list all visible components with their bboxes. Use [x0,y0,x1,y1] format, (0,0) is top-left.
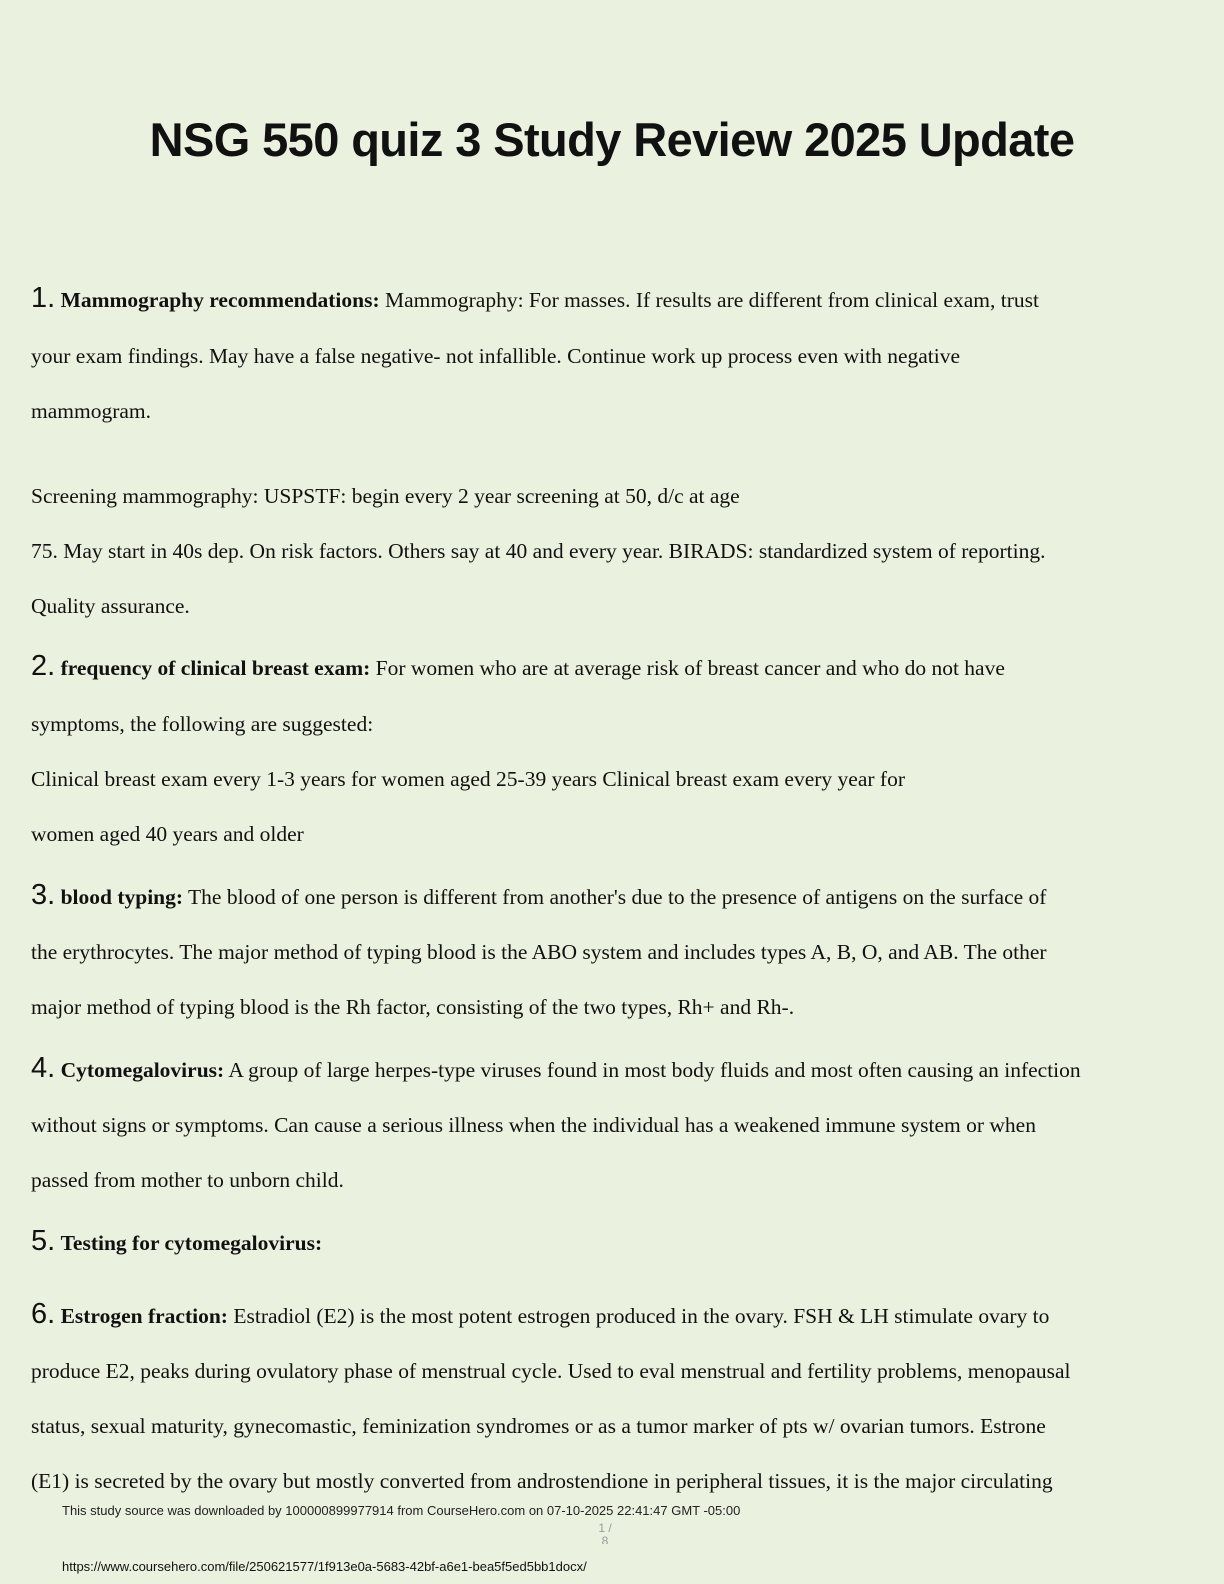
item-1-line-3: mammogram. [31,399,152,423]
item-number: 2. [31,650,56,682]
item-3-line-3: major method of typing blood is the Rh factor, consisting of the two types, Rh+ and Rh-. [31,995,795,1019]
item-2-line-2: symptoms, the following are suggested: [31,712,374,736]
item-term: blood typing: [60,885,184,909]
page-indicator: 1 / 8 [598,1522,612,1544]
item-text: For women who are at average risk of breast cancer and who do not have [370,656,1005,680]
item-number: 1. [31,282,56,314]
item-5-line-1 [31,1225,323,1257]
item-2-line-4: women aged 40 years and older [31,822,304,846]
item-4-line-1 [31,1052,1081,1084]
item-3-line-2: the erythrocytes. The major method of typing blood is the ABO system and includes types A, B, O, and AB. The other [31,940,1047,964]
item-number: 4. [31,1052,56,1084]
item-text: A group of large herpes-type viruses found in most body fluids and most often causing an infection [224,1058,1081,1082]
item-term: frequency of clinical breast exam: [60,656,371,680]
item-number: 5. [31,1225,56,1257]
item-term: Mammography recommendations: [60,288,380,312]
document-title: NSG 550 quiz 3 Study Review 2025 Update [149,113,1075,166]
item-2-line-3: Clinical breast exam every 1-3 years for women aged 25-39 years Clinical breast exam every year for [31,767,905,791]
item-term: Testing for cytomegalovirus: [60,1231,323,1255]
item-number: 3. [31,879,56,911]
source-url[interactable]: https://www.coursehero.com/file/250621577/1f913e0a-5683-42bf-a6e1-bea5f5ed5bb1docx/ [62,1559,587,1574]
item-6-line-4: (E1) is secreted by the ovary but mostly converted from androstendione in peripheral tissues, it is the major circulating [31,1469,1053,1493]
item-number: 6. [31,1298,56,1330]
item-1-line-6: Quality assurance. [31,594,190,618]
download-source-note: This study source was downloaded by 100000899977914 from CourseHero.com on 07-10-2025 22:41:47 GMT -05:00 [62,1503,741,1518]
item-6-line-2: produce E2, peaks during ovulatory phase of menstrual cycle. Used to eval menstrual and fertility problems, menopausal [31,1359,1071,1383]
item-1-line-2: your exam findings. May have a false negative- not infallible. Continue work up process even with negative [31,344,961,368]
item-term: Estrogen fraction: [60,1304,228,1328]
item-1-line-1 [31,282,1039,314]
item-6-line-3: status, sexual maturity, gynecomastic, feminization syndromes or as a tumor marker of pts w/ ovarian tumors. Estrone [31,1414,1046,1438]
item-1-line-5: 75. May start in 40s dep. On risk factors. Others say at 40 and every year. BIRADS: standardized system of reporting. [31,539,1046,563]
item-3-line-1 [31,879,1047,911]
item-text: Mammography: For masses. If results are different from clinical exam, trust [379,288,1039,312]
item-4-line-3: passed from mother to unborn child. [31,1168,344,1192]
item-term: Cytomegalovirus: [60,1058,225,1082]
item-1-line-4: Screening mammography: USPSTF: begin every 2 year screening at 50, d/c at age [31,484,740,508]
item-4-line-2: without signs or symptoms. Can cause a serious illness when the individual has a weakened immune system or when [31,1113,1036,1137]
item-text: Estradiol (E2) is the most potent estrogen produced in the ovary. FSH & LH stimulate ovary to [227,1304,1050,1328]
item-text: The blood of one person is different from another's due to the presence of antigens on the surface of [183,885,1047,909]
item-6-line-1 [31,1298,1050,1330]
item-2-line-1 [31,650,1005,682]
